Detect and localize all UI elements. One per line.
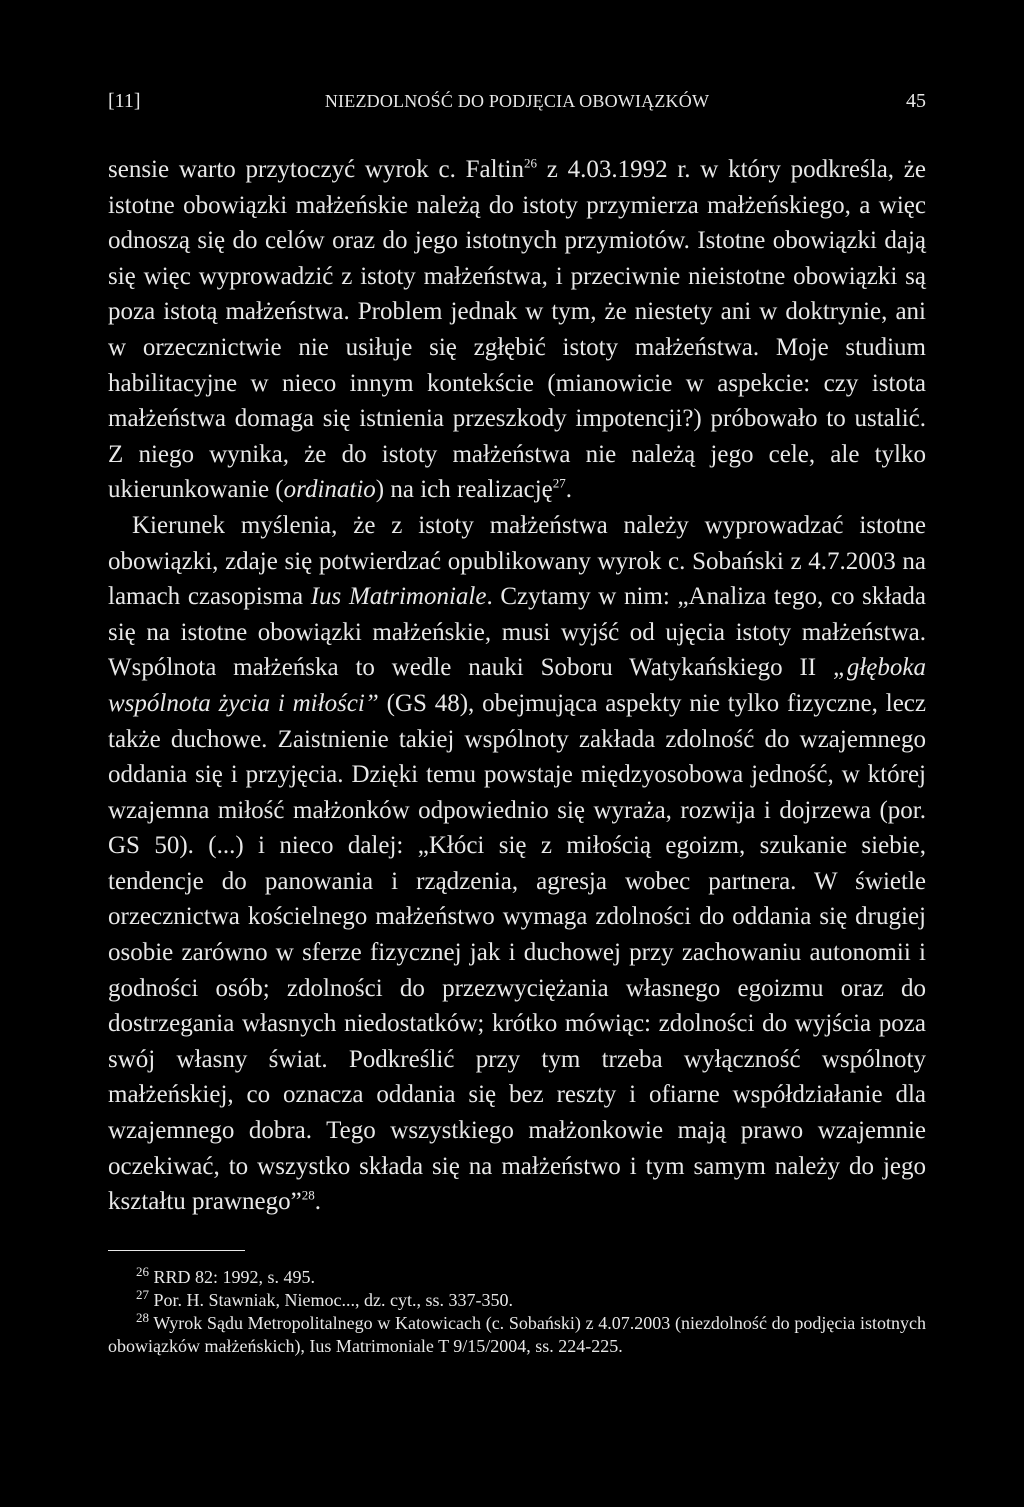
footnote-number: 28: [136, 1310, 149, 1325]
text-run: z 4.03.1992 r. w który podkreśla, że istotne obowiązki małżeńskie należą do istoty przymierza małżeńskiego, a więc odnoszą się do celów oraz do jego istotnych przymiotów. Istotne obowiązki dają się więc wyprowadzić z istoty małżeństwa, i przeciwnie nieistotne obowiązki są poza istotą małżeństwa. Problem jednak w tym, że niestety ani w doktrynie, ani w orzecznictwie nie usiłuje się zgłębić istoty małżeństwa. Moje studium habilitacyjne w nieco innym kontekście (mianowicie w aspekcie: czy istota małżeństwa domaga się istnienia przeszkody impotencji?) próbowało to ustalić. Z niego wynika, że do istoty małżeństwa nie należą jego cele, ale tylko ukierunkowanie (: [108, 156, 926, 504]
footnote-text: Por. H. Stawniak, Niemoc..., dz. cyt., ss. 337-350.: [149, 1290, 513, 1310]
journal-title: Ius Matrimoniale: [310, 583, 487, 611]
text-run: .: [565, 476, 572, 504]
page-number: 45: [906, 90, 926, 112]
text-run: . Czytamy w nim: „Analiza tego, co składa się na istotne obowiązki małżeńskie, musi wyjść od ujęcia istoty małżeństwa. Wspólnota małżeńska to wedle nauki Soboru Watykańskiego II: [108, 583, 926, 682]
footnote-text: Wyrok Sądu Metropolitalnego w Katowicach (c. Sobański) z 4.07.2003 (niezdolność do podjęcia istotnych obowiązków małżeńskich), Ius Matrimoniale T 9/15/2004, ss. 224-225.: [108, 1313, 926, 1356]
footnote-ref: 28: [301, 1187, 315, 1203]
text-run: ) na ich realizację: [375, 476, 553, 504]
paragraph: [108, 152, 926, 508]
footnote: [108, 1289, 926, 1312]
text-run: .: [314, 1188, 321, 1216]
italic-term: ordinatio: [283, 476, 376, 504]
footnote-number: 27: [136, 1287, 149, 1302]
footnote-ref: 27: [552, 476, 566, 492]
main-text: [108, 152, 926, 1220]
footnote-ref: 26: [523, 155, 537, 171]
text-run: Kierunek myślenia, że z istoty małżeństwa należy wyprowadzać istotne obowiązki, zdaje się potwierdzać opublikowany wyrok c. Sobański z 4.7.2003 na lamach czasopisma: [108, 511, 926, 611]
text-run: sensie warto przytoczyć wyrok c. Faltin: [108, 156, 524, 183]
running-header: [108, 86, 926, 116]
section-number: [11]: [108, 90, 141, 112]
text-run: (GS 48), obejmująca aspekty nie tylko fizyczne, lecz także duchowe. Zaistnienie takiej wspólnoty zakłada zdolność do wzajemnego oddania się i przyjęcia. Dzięki temu powstaje międzyosobowa jedność, w której wzajemna miłość małżonków odpowiednio się wyraża, rozwija i dojrzewa (por. GS 50). (...) i nieco dalej: „Kłóci się z miłością egoizm, szukanie siebie, tendencje do panowania i rządzenia, agresja wobec partnera. W świetle orzecznictwa kościelnego małżeństwo wymaga zdolności do oddania się drugiej osobie zarówno w sferze fizycznej jak i duchowej przy zachowaniu autonomii i godności osób; zdolności do przezwyciężania własnego egoizmu oraz do dostrzegania własnych niedostatków; krótko mówiąc: zdolności do wyjścia poza swój własny świat. Podkreślić przy tym trzeba wyłączność wspólnoty małżeńskiej, co oznacza oddania się bez reszty i ofiarne współdziałanie dla wzajemnego dobra. Tego wszystkiego małżonkowie mają prawo wzajemnie oczekiwać, to wszystko składa się na małżeństwo i tym samym należy do jego kształtu prawnego”: [108, 689, 926, 1216]
italic-quote: „głęboka wspólnota życia i miłości”: [108, 654, 926, 717]
footnote: [108, 1266, 926, 1289]
footnotes: [108, 1266, 926, 1358]
footnote-text: RRD 82: 1992, s. 495.: [149, 1267, 316, 1287]
footnote-number: 26: [136, 1264, 149, 1279]
footnote: [108, 1312, 926, 1358]
running-title: NIEZDOLNOŚĆ DO PODJĘCIA OBOWIĄZKÓW: [324, 91, 710, 111]
footnote-divider: [108, 1250, 245, 1251]
paragraph: [108, 508, 926, 1220]
